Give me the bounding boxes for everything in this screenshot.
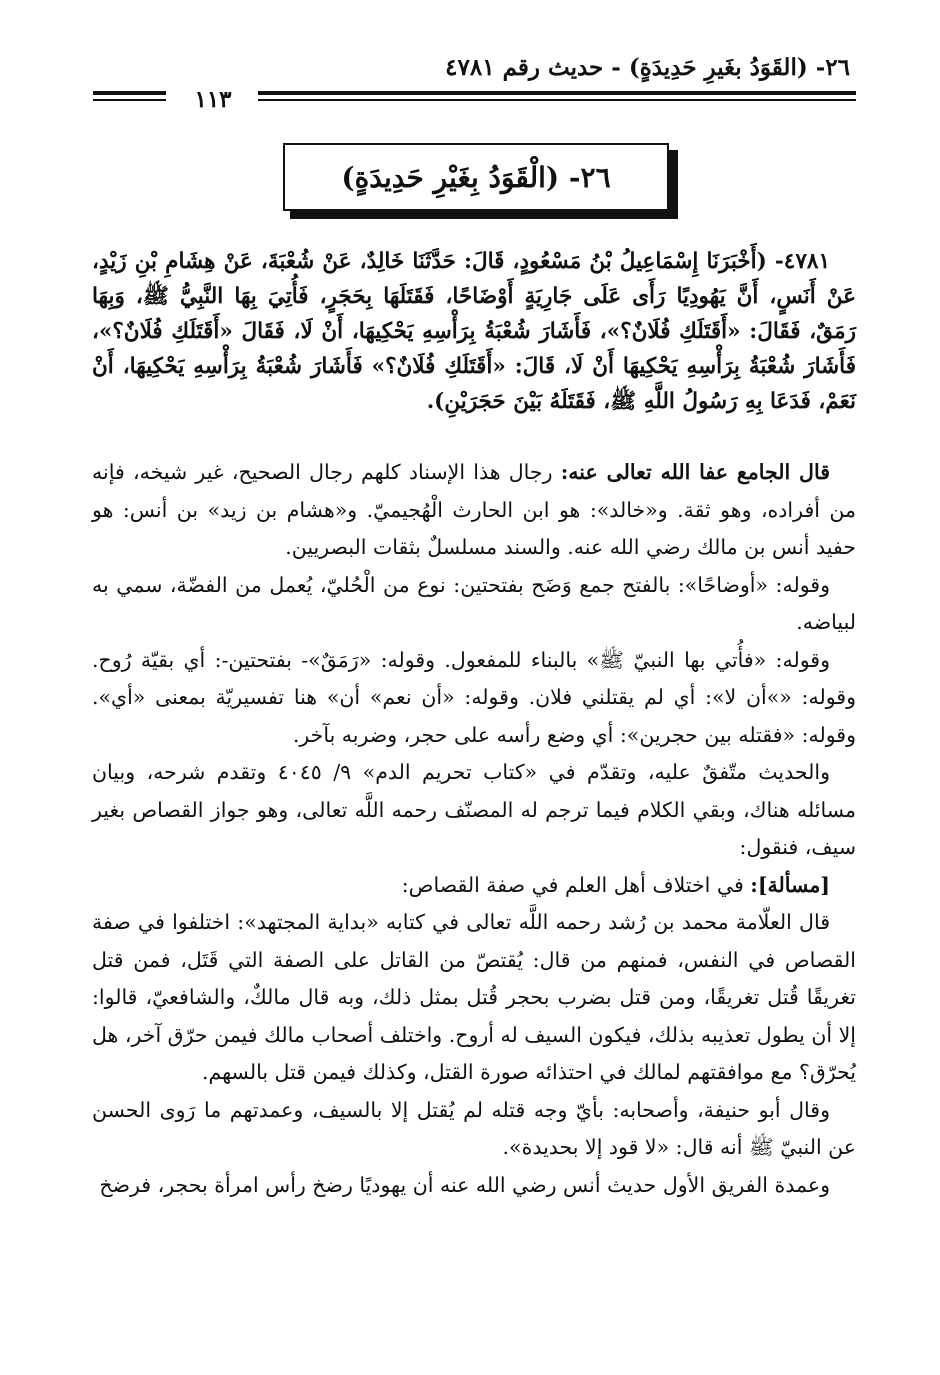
commentary-text-2: وقوله: «أوضاحًا»: بالفتح جمع وَضَح بفتحتين: نوع من الْحُليّ، يُعمل من الفضّة، سمي به لبياضه. [92,572,856,634]
commentary-text-3: وقوله: «فأُتي بها النبيّ ﷺ» بالبناء للمفعول. وقوله: «رَمَقٌ»- بفتحتين-: أي بقيّة رُوح. وقوله: «»أن لا»: أي لم يقتلني فلان. وقوله: «أن نعم» أن» هنا تفسيريّة بمعنى «أي». وقوله: «فقتله بين حجرين»: أي وضع رأسه على حجر، وضربه بآخر. [92,647,856,747]
commentary-paragraph-8 [92,1167,856,1205]
commentary-lead-1: قال الجامع عفا الله تعالى عنه: [560,460,830,484]
hadith-text [92,244,856,419]
commentary-paragraph-4 [92,754,856,867]
running-header: ٢٦- (القَوَدُ بغَيرِ حَدِيدَةٍ) - حديث رقم ٤٧٨١ [445,54,850,81]
chapter-title-box [283,143,669,211]
commentary-text-7: وقال أبو حنيفة، وأصحابه: بأيّ وجه قتله لم يُقتل إلا بالسيف، وعمدتهم ما رَوى الحسن عن النبيّ ﷺ أنه قال: «لا قود إلا بحديدة». [92,1097,856,1159]
masala-text: في اختلاف أهل العلم في صفة القصاص: [401,872,751,897]
commentary [92,454,856,1204]
commentary-text-8: وعمدة الفريق الأول حديث أنس رضي الله عنه أن يهوديًا رضخ رأس امرأة بحجر، فرضخ [99,1172,830,1197]
header-rule-left-thin [93,99,166,101]
header-rule-right-thin [258,99,856,101]
commentary-text-4: والحديث متّفقٌ عليه، وتقدّم في «كتاب تحريم الدم» ٩/ ٤٠٤٥ وتقدم شرحه، وبيان مسائله هناك، وبقي الكلام فيما ترجم له المصنّف رحمه اللَّه تعالى، وهو جواز القصاص بغير سيف، فنقول: [92,760,856,859]
masala-label: [مسألة]: [750,872,830,897]
chapter-box-shadow-bottom [290,211,678,219]
hadith-paragraph: ٤٧٨١- (أَخْبَرَنَا إِسْمَاعِيلُ بْنُ مَسْعُودٍ، قَالَ: حَدَّثَنَا خَالِدٌ، عَنْ شُعْبَةَ، عَنْ هِشَامِ بْنِ زَيْدٍ، عَنْ أَنَسٍ، أَنَّ يَهُودِيًا رَأَى عَلَى جَارِيَةٍ أَوْضَاحًا، فَقَتَلَهَا بِحَجَرٍ، فَأُتِيَ بِهَا النَّبِيُّ ﷺ، وَبِهَا رَمَقٌ، فَقَالَ: «أَقَتَلَكِ فُلَانٌ؟»، فَأَشَارَ شُعْبَةُ بِرَأْسِهِ يَحْكِيهَا، أَنْ لَا، فَقَالَ «أَقَتَلَكِ فُلَانٌ؟»، فَأَشَارَ شُعْبَةُ بِرَأْسِهِ يَحْكِيهَا أَنْ لَا، قَالَ: «أَقَتَلَكِ فُلَانٌ؟» فَأَشَارَ شُعْبَةُ بِرَأْسِهِ يَحْكِيهَا، أَنْ نَعَمْ، فَدَعَا بِهِ رَسُولُ اللَّهِ ﷺ، فَقَتَلَهُ بَيْنَ حَجَرَيْنِ). [92,249,856,414]
commentary-paragraph-7 [92,1092,856,1167]
chapter-box-shadow [669,150,678,219]
commentary-text-6: قال العلّامة محمد بن رُشد رحمه اللَّه تعالى في كتابه «بداية المجتهد»: اختلفوا في صفة القصاص في النفس، فمنهم من قال: يُقتصّ من القاتل على الصفة التي قَتَل، فمن قتل تغريقًا قُتل تغريقًا، ومن قتل بضرب بحجر قُتل بمثل ذلك، وبه قال مالكٌ، والشافعيّ، قالوا: إلا أن يطول تعذيبه بذلك، فيكون السيف له أروح. واختلف أصحاب مالك فيمن حرّق آخر، هل يُحرّق؟ مع موافقتهم لمالك في احتذائه صورة القتل، وكذلك فيمن قتل بالسهم. [92,910,856,1084]
page-number: ١١٣ [194,86,232,113]
commentary-paragraph-1 [92,454,856,567]
commentary-text-1: رجال هذا الإسناد كلهم رجال الصحيح، غير شيخه، فإنه من أفراده، وهو ثقة. و«خالد»: هو ابن الحارث الْهُجيميّ. و«هشام بن زيد» بن أنس: هو حفيد أنس بن مالك رضي الله عنه. والسند مسلسلٌ بثقات البصريين. [92,460,856,559]
commentary-paragraph-3 [92,642,856,755]
commentary-paragraph-6 [92,904,856,1092]
chapter-title: ٢٦- (الْقَوَدُ بِغَيْرِ حَدِيدَةٍ) [341,160,611,194]
header-rule-right [258,91,856,95]
header-rule-left [93,91,166,95]
commentary-paragraph-2 [92,567,856,642]
masala-heading [92,867,856,905]
